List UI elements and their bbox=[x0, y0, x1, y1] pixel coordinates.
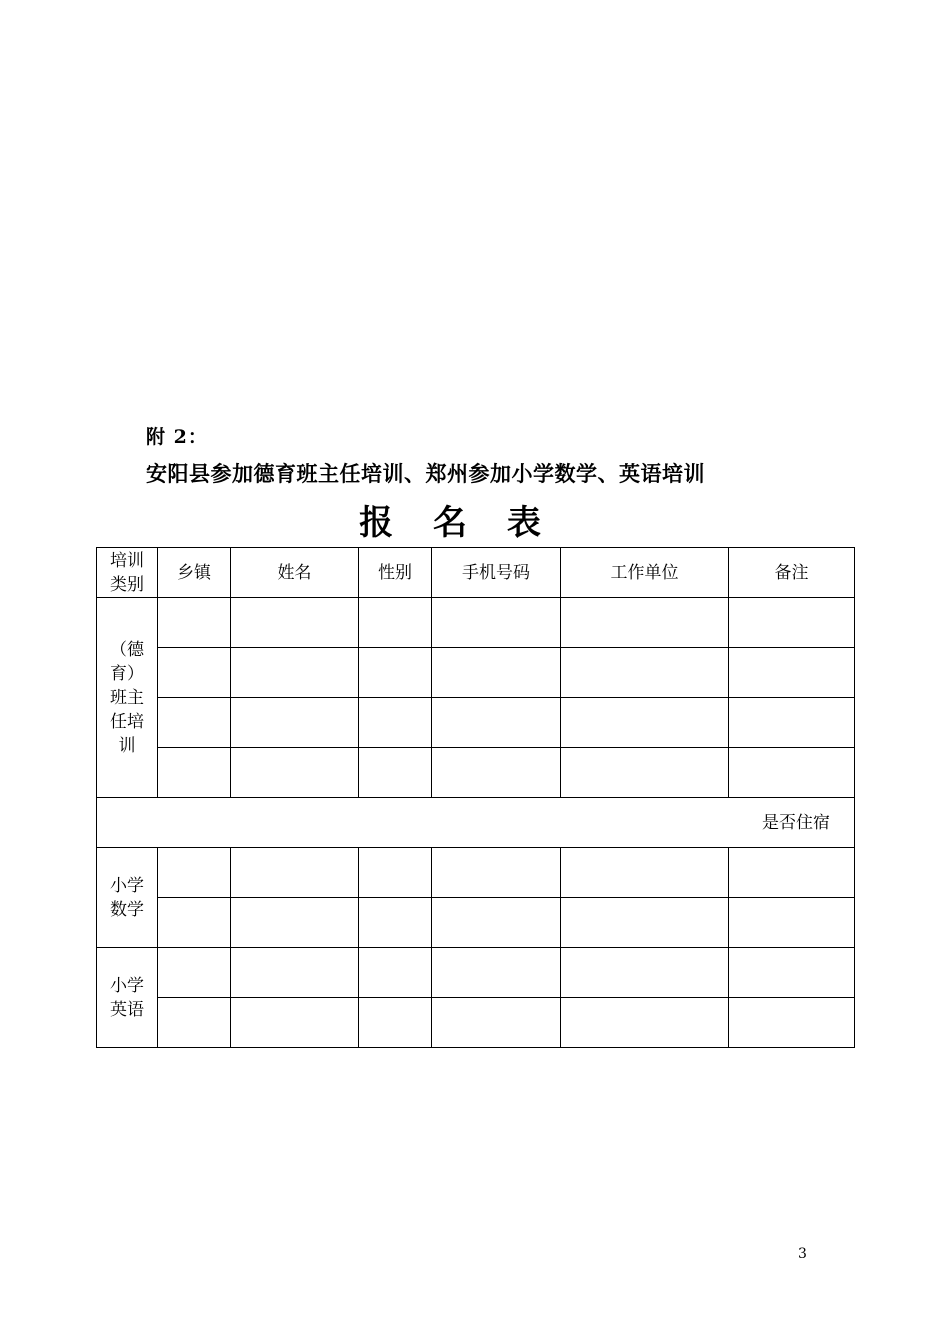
cell-workplace[interactable] bbox=[561, 698, 729, 748]
cell-township[interactable] bbox=[158, 948, 231, 998]
cell-workplace[interactable] bbox=[561, 998, 729, 1048]
cell-township[interactable] bbox=[158, 648, 231, 698]
cell-name[interactable] bbox=[231, 898, 359, 948]
cell-phone[interactable] bbox=[432, 948, 561, 998]
cell-township[interactable] bbox=[158, 848, 231, 898]
cell-phone[interactable] bbox=[432, 598, 561, 648]
category-moral-education: （德育）班主任培训 bbox=[97, 598, 158, 798]
header-phone: 手机号码 bbox=[432, 548, 561, 598]
category-primary-english: 小学英语 bbox=[97, 948, 158, 1048]
cell-remarks[interactable] bbox=[729, 698, 855, 748]
cell-name[interactable] bbox=[231, 998, 359, 1048]
table-row bbox=[97, 748, 855, 798]
table-row bbox=[97, 898, 855, 948]
page-number: 3 bbox=[798, 1246, 807, 1262]
page-title: 报 名 表 bbox=[359, 503, 555, 543]
header-training-category: 培训类别 bbox=[97, 548, 158, 598]
cell-phone[interactable] bbox=[432, 648, 561, 698]
cell-workplace[interactable] bbox=[561, 648, 729, 698]
cell-remarks[interactable] bbox=[729, 748, 855, 798]
cell-township[interactable] bbox=[158, 898, 231, 948]
table-row bbox=[97, 948, 855, 998]
cell-phone[interactable] bbox=[432, 748, 561, 798]
category-primary-math: 小学数学 bbox=[97, 848, 158, 948]
cell-gender[interactable] bbox=[359, 648, 432, 698]
cell-gender[interactable] bbox=[359, 748, 432, 798]
cell-name[interactable] bbox=[231, 648, 359, 698]
cell-gender[interactable] bbox=[359, 898, 432, 948]
table-row bbox=[97, 598, 855, 648]
cell-remarks[interactable] bbox=[729, 848, 855, 898]
header-workplace: 工作单位 bbox=[561, 548, 729, 598]
lodging-row bbox=[97, 798, 855, 848]
cell-name[interactable] bbox=[231, 848, 359, 898]
registration-table bbox=[96, 547, 855, 1048]
cell-workplace[interactable] bbox=[561, 948, 729, 998]
cell-name[interactable] bbox=[231, 598, 359, 648]
table-row bbox=[97, 648, 855, 698]
cell-remarks[interactable] bbox=[729, 648, 855, 698]
cell-gender[interactable] bbox=[359, 998, 432, 1048]
attachment-label: 附 2： bbox=[146, 426, 208, 448]
cell-workplace[interactable] bbox=[561, 748, 729, 798]
cell-remarks[interactable] bbox=[729, 598, 855, 648]
cell-remarks[interactable] bbox=[729, 898, 855, 948]
cell-remarks[interactable] bbox=[729, 998, 855, 1048]
table-row bbox=[97, 998, 855, 1048]
cell-workplace[interactable] bbox=[561, 598, 729, 648]
table-header-row bbox=[97, 548, 855, 598]
cell-township[interactable] bbox=[158, 748, 231, 798]
table-row bbox=[97, 848, 855, 898]
header-gender: 性别 bbox=[359, 548, 432, 598]
header-name: 姓名 bbox=[231, 548, 359, 598]
cell-gender[interactable] bbox=[359, 948, 432, 998]
cell-remarks[interactable] bbox=[729, 948, 855, 998]
document-subtitle: 安阳县参加德育班主任培训、郑州参加小学数学、英语培训 bbox=[146, 461, 705, 486]
cell-gender[interactable] bbox=[359, 848, 432, 898]
cell-phone[interactable] bbox=[432, 848, 561, 898]
cell-phone[interactable] bbox=[432, 698, 561, 748]
lodging-note: 是否住宿 bbox=[97, 798, 855, 848]
cell-name[interactable] bbox=[231, 948, 359, 998]
cell-township[interactable] bbox=[158, 998, 231, 1048]
cell-gender[interactable] bbox=[359, 698, 432, 748]
cell-township[interactable] bbox=[158, 698, 231, 748]
header-township: 乡镇 bbox=[158, 548, 231, 598]
header-remarks: 备注 bbox=[729, 548, 855, 598]
cell-workplace[interactable] bbox=[561, 848, 729, 898]
cell-workplace[interactable] bbox=[561, 898, 729, 948]
cell-gender[interactable] bbox=[359, 598, 432, 648]
cell-township[interactable] bbox=[158, 598, 231, 648]
table-row bbox=[97, 698, 855, 748]
cell-phone[interactable] bbox=[432, 898, 561, 948]
cell-name[interactable] bbox=[231, 748, 359, 798]
cell-name[interactable] bbox=[231, 698, 359, 748]
cell-phone[interactable] bbox=[432, 998, 561, 1048]
